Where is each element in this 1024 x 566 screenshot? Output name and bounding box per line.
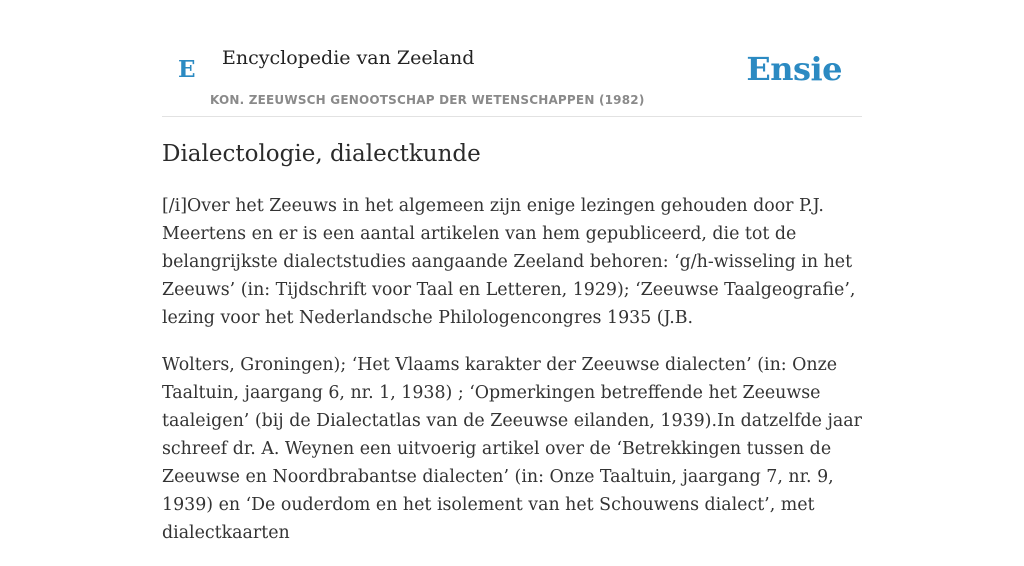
ensie-logo-letter[interactable]: E (178, 56, 196, 83)
article-paragraph: Wolters, Groningen); ‘Het Vlaams karakter der Zeeuwse dialecten’ (in: Onze Taaltuin, jaargang 6, nr. 1, 1938) ; ‘Opmerkingen betreffende het Zeeuwse taaleigen’ (bij de Dialectatlas van de Zeeuwse eilanden, 1939).In datzelfde jaar schreef dr. A. Weynen een uitvoerig artikel over de ‘Betrekkingen tussen de Zeeuwse en Noordbrabantse dialecten’ (in: Onze Taaltuin, jaargang 7, nr. 9, 1939) en ‘De ouderdom en het isolement van het Schouwens dialect’, met dialectkaarten (162, 355, 862, 543)
article-title: Dialectologie, dialectkunde (162, 141, 481, 167)
article-paragraph: [/i]Over het Zeeuws in het algemeen zijn enige lezingen gehouden door P.J. Meertens en er is een aantal artikelen van hem gepubliceerd, die tot de belangrijkste dialectstudies aangaande Zeeland behoren: ‘g/h-wisseling in het Zeeuws’ (in: Tijdschrift voor Taal en Letteren, 1929); ‘Zeeuwse Taalgeografie’, lezing voor het Nederlandsche Philologencongres 1935 (J.B. (162, 196, 856, 328)
publisher-line: KON. ZEEUWSCH GENOOTSCHAP DER WETENSCHAPPEN (1982) (210, 93, 645, 107)
site-header (162, 0, 862, 117)
ensie-brand-logo[interactable]: Ensie (746, 50, 842, 88)
article-body (162, 192, 862, 566)
book-title[interactable]: Encyclopedie van Zeeland (222, 47, 475, 69)
